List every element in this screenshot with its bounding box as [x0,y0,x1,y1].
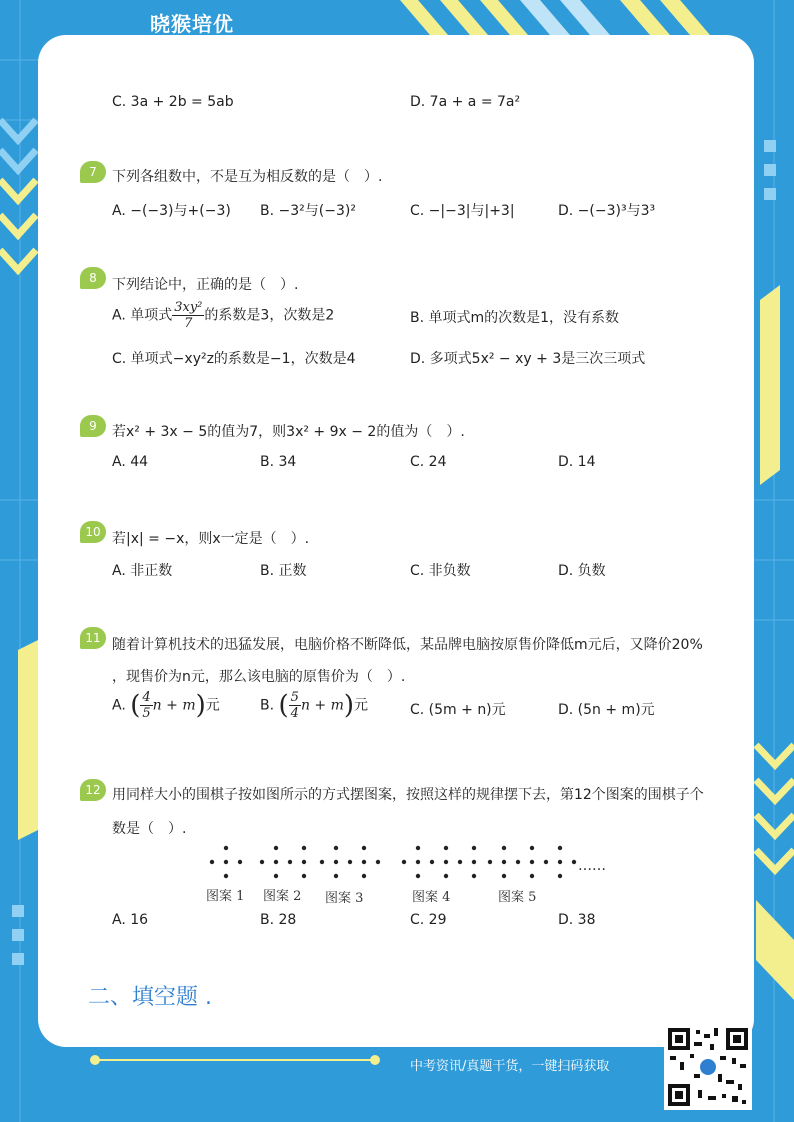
question-stem: 若x² + 3x − 5的值为7，则3x² + 9x − 2的值为（ ）. [112,424,465,440]
fraction-denominator: 4 [290,706,299,721]
figure-label: 图案 1 [206,889,245,904]
left-paren: ( [130,690,141,721]
option-b: B. 正数 [260,563,307,579]
fraction-denominator: 7 [184,316,193,331]
option-b [260,690,368,721]
question-number: 11 [80,627,106,649]
question-number: 9 [80,415,106,437]
option-a-label: A. 单项式 [112,307,173,324]
option-c: C. (5m + n)元 [410,702,506,718]
unit: 元 [205,697,220,714]
option-a: A. −(−3)与+(−3) [112,203,231,219]
option-c: C. 单项式−xy²z的系数是−1，次数是4 [112,351,356,367]
option-d: D. 多项式5x² − xy + 3是三次三项式 [410,351,646,367]
fraction [289,690,301,721]
option-d: D. −(−3)³与3³ [558,203,656,219]
option-b: B. 34 [260,454,297,470]
pattern-4 [402,846,476,878]
question-number: 7 [80,161,106,183]
question-stem-continued: 数是（ ）. [112,821,187,837]
section-title: 二、填空题 . [88,985,212,1010]
go-stone-patterns-figure [200,842,630,882]
brand-logo: 晓猴培优 [150,12,234,36]
right-paren: ) [343,690,355,721]
option-a [112,690,220,721]
pattern-2 [260,846,306,878]
option-a [112,300,334,331]
option-a: A. 非正数 [112,563,173,579]
fraction-numerator: 3xy² [174,300,203,315]
option-a: A. 16 [112,912,149,928]
qr-code-icon [664,1024,752,1110]
option-d: D. (5n + m)元 [558,702,655,718]
option-b: B. −3²与(−3)² [260,203,356,219]
pattern-1 [210,846,242,878]
option-d: D. 14 [558,454,596,470]
option-a-label: A. [112,697,126,714]
option-d: D. 38 [558,912,596,928]
option-d: D. 负数 [558,563,606,579]
option-b: B. 28 [260,912,297,928]
figure-label: 图案 4 [412,890,451,905]
option-b: B. 单项式m的次数是1，没有系数 [410,310,620,326]
fraction [140,690,152,721]
fraction-denominator: 5 [142,706,151,721]
prev-option-d: D. 7a + a = 7a² [410,94,521,110]
figure-label: 图案 5 [498,890,537,905]
option-a: A. 44 [112,454,149,470]
qr-code[interactable] [664,1024,752,1110]
unit: 元 [354,697,369,714]
left-paren: ( [278,690,289,721]
question-stem: 下列各组数中，不是互为相反数的是（ ）. [112,169,383,185]
question-stem-continued: ，现售价为n元，那么该电脑的原售价为（ ）. [112,669,406,685]
fraction-numerator: 4 [142,690,151,705]
question-number: 12 [80,779,106,801]
question-stem: 随着计算机技术的迅猛发展，电脑价格不断降低，某品牌电脑按原售价降低m元后，又降价20% [112,637,703,653]
pattern-ellipsis: …… [578,858,606,874]
pattern-3 [320,846,380,878]
question-stem: 若|x| = −x，则x一定是（ ）. [112,531,310,547]
figure-label: 图案 3 [325,891,364,906]
question-stem: 用同样大小的围棋子按如图所示的方式摆图案，按照这样的规律摆下去，第12个图案的围棋子个 [112,787,704,803]
question-stem: 下列结论中，正确的是（ ）. [112,277,299,293]
figure-label: 图案 2 [263,889,302,904]
question-number: 8 [80,267,106,289]
option-b-label: B. [260,697,275,714]
option-c: C. 24 [410,454,447,470]
fraction-numerator: 5 [290,690,299,705]
footer-text: 中考资讯/真题干货，一键扫码获取 [410,1059,610,1074]
option-c: C. −|−3|与|+3| [410,203,515,219]
fraction [172,300,204,331]
pattern-5 [488,846,576,878]
question-number: 10 [80,521,106,543]
prev-option-c: C. 3a + 2b = 5ab [112,94,234,110]
option-c: C. 29 [410,912,447,928]
expression: n + m [152,697,196,714]
option-a-tail: 的系数是3，次数是2 [204,307,335,324]
option-c: C. 非负数 [410,563,471,579]
right-paren: ) [195,690,206,721]
expression: n + m [300,697,344,714]
